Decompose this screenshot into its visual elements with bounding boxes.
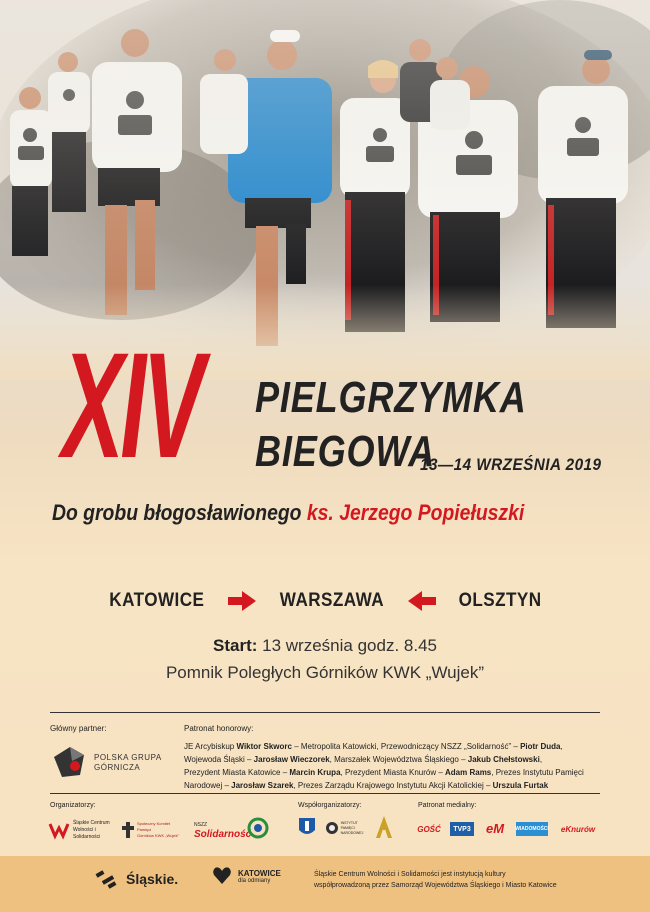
logo-scwis: Śląskie Centrum Wolności i Solidarności (50, 820, 112, 840)
pgg-name-1: POLSKA GRUPA (94, 753, 162, 762)
honorary-line-3: Prezydent Miasta Katowice – Marcin Krupa, Prezydent Miasta Knurów – Adam Rams, Prezes Instytutu Pamięci (184, 768, 584, 777)
organizers-label: Organizatorzy: (50, 802, 96, 809)
solidarnosc-logo-icon (192, 818, 252, 840)
logo-solidarnosc (192, 818, 252, 840)
route (0, 590, 650, 612)
honorary-patrons (184, 740, 604, 792)
start-value: 13 września godz. 8.45 (262, 636, 437, 655)
knurow-emblem-icon (247, 817, 269, 839)
logo-knurow-crest (298, 817, 316, 839)
svg-text:Solidarność: Solidarność (194, 829, 252, 840)
logo-ipn: INSTYTUT PAMIĘCI NARODOWEJ (324, 817, 364, 839)
slaskie-text: Śląskie. (126, 871, 179, 887)
start-info (0, 636, 650, 656)
logo-knurow (246, 816, 270, 840)
honorary-line-1: JE Arcybiskup Wiktor Skworc – Metropolita Katowicki, Przewodniczący NSZZ „Solidarność” – Piotr Duda, (184, 742, 563, 751)
slaskie-mark-icon (96, 870, 120, 888)
logo-eknurow: eKnurów (560, 824, 596, 834)
logo-tvp3: TVP3 (450, 822, 474, 836)
subtitle-highlight: ks. Jerzego Popiełuszki (306, 500, 525, 525)
katowice-brand (212, 866, 281, 886)
coorganizers-label: Współorganizatorzy: (298, 802, 362, 809)
slaskie-brand (96, 870, 178, 888)
divider (50, 793, 600, 794)
logo-komitet: Społeczny Komitet Pamięci Górników KWK „Wujek” (122, 820, 182, 840)
logo-gosc: GOŚĆ (417, 824, 441, 834)
edition-number: XIV (62, 321, 201, 489)
route-to: OLSZTYN (458, 590, 542, 611)
honorary-line-4: Narodowej – Jarosław Szarek, Prezes Zarządu Krajowego Instytutu Akcji Katolickiej – Urszula Furtak (184, 781, 549, 790)
start-place: Pomnik Poległych Górników KWK „Wujek” (165, 663, 485, 682)
ipn-eagle-icon (325, 821, 339, 835)
scwis-mark-icon (50, 822, 70, 838)
arrow-right-icon (228, 591, 256, 611)
katowice-sub: dla odmiany (238, 877, 271, 884)
start-label: Start: (213, 636, 258, 655)
honorary-line-2: Wojewoda Śląski – Jarosław Wieczorek, Marszałek Województwa Śląskiego – Jakub Chełstowski, (184, 755, 543, 764)
logo-em: eM (485, 820, 505, 836)
subtitle-prefix: Do grobu błogosławionego (52, 500, 302, 525)
logo-wiadomosci: WIADOMOŚCI (516, 822, 548, 836)
title-line-2: BIEGOWA (255, 427, 436, 476)
media-label: Patronat medialny: (418, 802, 477, 809)
arrow-left-icon (408, 591, 436, 611)
akcja-katolicka-icon (375, 816, 393, 838)
footer-note-line-1: Śląskie Centrum Wolności i Solidarności jest instytucją kultury (314, 871, 506, 878)
cross-icon (122, 822, 134, 838)
divider (50, 712, 600, 713)
title-line-1: PIELGRZYMKA (255, 373, 527, 422)
route-via: WARSZAWA (279, 590, 384, 611)
pgg-logo (50, 743, 170, 783)
knurow-crest-icon (299, 818, 315, 838)
subtitle (52, 500, 524, 526)
route-from: KATOWICE (109, 590, 205, 611)
heart-icon (212, 866, 232, 886)
katowice-text: KATOWICE (238, 868, 281, 878)
honorary-label: Patronat honorowy: (184, 724, 254, 733)
pgg-name-2: GÓRNICZA (94, 763, 141, 772)
event-date: 13—14 WRZEŚNIA 2019 (420, 455, 602, 474)
svg-text:NSZZ: NSZZ (194, 822, 208, 828)
main-partner-label: Główny partner: (50, 724, 107, 733)
footer-note (314, 869, 614, 891)
footer-note-line-2: współprowadzoną przez Samorząd Województwa Śląskiego i Miasto Katowice (314, 882, 557, 889)
logo-akcja-katolicka (374, 815, 394, 839)
pgg-mark-icon (50, 743, 88, 781)
